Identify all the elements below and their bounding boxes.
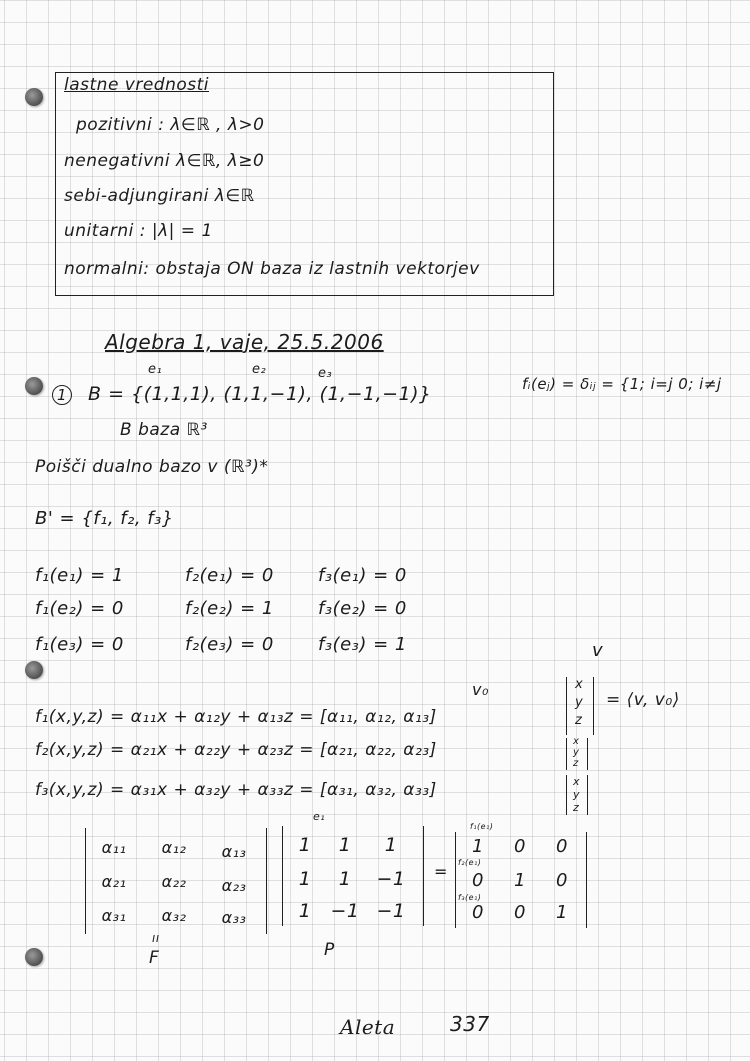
identity-label-3: f₃(e₁) — [458, 893, 482, 902]
matrix-I-cell: 0 — [514, 836, 526, 857]
matrix-I-cell: 0 — [556, 870, 568, 891]
matrix-F-cell: α₂₂ — [161, 872, 187, 891]
matrix-P-cell: −1 — [330, 900, 360, 922]
vector-z: z — [573, 801, 580, 814]
signature: Aleta — [340, 1015, 396, 1039]
matrix-P-cell: 1 — [338, 868, 352, 890]
value-f1-e2: f₁(e₂) = 0 — [35, 598, 124, 619]
box-line-normal: normalni: obstaja ON baza iz lastnih vektorjev — [64, 259, 480, 279]
value-f3-e2: f₃(e₂) = 0 — [318, 598, 407, 619]
dual-basis: B' = {f₁, f₂, f₃} — [35, 508, 174, 529]
column-vector-2 — [566, 738, 588, 770]
matrix-P-cell: 1 — [298, 900, 312, 922]
matrix-I-cell: 0 — [472, 870, 484, 891]
F-label: F — [149, 948, 160, 968]
matrix-F-cell: α₂₃ — [221, 876, 247, 895]
matrix-P — [282, 826, 424, 926]
matrix-F-cell: α₁₁ — [101, 838, 127, 857]
value-f3-e3: f₃(e₃) = 1 — [318, 634, 407, 655]
matrix-P-cell: −1 — [376, 868, 406, 890]
matrix-P-cell: 1 — [298, 868, 312, 890]
box-line-selfadjoint: sebi-adjungirani λ∈ℝ — [64, 186, 255, 206]
v-label: v — [592, 640, 604, 661]
vector-z: z — [573, 758, 579, 769]
matrix-I-cell: 1 — [514, 870, 526, 891]
matrix-P-cell: 1 — [298, 834, 312, 856]
column-vector-1 — [566, 677, 594, 735]
functional-f3: f₃(x,y,z) = α₃₁x + α₃₂y + α₃₃z = [α₃₁, α₃₂, α₃₃] — [35, 780, 437, 800]
value-f1-e1: f₁(e₁) = 1 — [35, 565, 124, 586]
matrix-identity — [455, 832, 587, 928]
value-f2-e1: f₂(e₁) = 0 — [185, 565, 274, 586]
basis-note: B baza ℝ³ — [120, 420, 208, 440]
matrix-I-cell: 0 — [556, 836, 568, 857]
column-label-e1: e₁ — [313, 810, 326, 823]
basis-label-e1: e₁ — [148, 362, 163, 377]
value-f1-e3: f₁(e₃) = 0 — [35, 634, 124, 655]
matrix-F-cell: α₁₂ — [161, 838, 187, 857]
matrix-F-cell: α₁₃ — [221, 842, 247, 861]
vector-y: y — [573, 747, 580, 758]
value-f2-e2: f₂(e₂) = 1 — [185, 598, 274, 619]
matrix-P-cell: 1 — [338, 834, 352, 856]
vector-x: x — [575, 677, 584, 692]
matrix-F — [85, 828, 267, 934]
inner-product: = ⟨v, v₀⟩ — [606, 690, 680, 710]
box-line-unitary: unitarni : |λ| = 1 — [64, 221, 213, 241]
matrix-F-cell: α₃₃ — [221, 908, 247, 927]
value-f2-e3: f₂(e₃) = 0 — [185, 634, 274, 655]
punch-hole — [25, 88, 43, 106]
vector-y: y — [573, 788, 581, 801]
functional-f2: f₂(x,y,z) = α₂₁x + α₂₂y + α₂₃z = [α₂₁, α₂₂, α₂₃] — [35, 740, 437, 760]
box-line-nonnegative: nenegativni λ∈ℝ, λ≥0 — [64, 151, 265, 171]
vector-z: z — [575, 713, 583, 728]
kronecker-definition: fᵢ(eⱼ) = δᵢⱼ = {1; i=j 0; i≠j — [522, 375, 722, 393]
functional-f1: f₁(x,y,z) = α₁₁x + α₁₂y + α₁₃z = [α₁₁, α₁₂, α₁₃] — [35, 707, 437, 727]
equals-sign: = — [434, 862, 448, 881]
punch-hole — [25, 948, 43, 966]
matrix-F-cell: α₃₁ — [101, 906, 127, 925]
exercise-number-text: 1 — [56, 386, 68, 404]
page-number: 337 — [450, 1012, 490, 1036]
matrix-I-cell: 1 — [556, 902, 568, 923]
matrix-I-cell: 1 — [472, 836, 484, 857]
box-heading: lastne vrednosti — [64, 75, 210, 95]
basis-definition: B = {(1,1,1), (1,1,−1), (1,−1,−1)} — [88, 383, 432, 405]
value-f3-e1: f₃(e₁) = 0 — [318, 565, 407, 586]
box-line-positive: pozitivni : λ∈ℝ , λ>0 — [76, 115, 265, 135]
identity-label-2: f₂(e₁) — [458, 858, 482, 867]
basis-label-e2: e₂ — [252, 362, 267, 377]
matrix-F-cell: α₂₁ — [101, 872, 127, 891]
v0-label: v₀ — [472, 680, 489, 699]
matrix-F-cell: α₃₂ — [161, 906, 187, 925]
page-title: Algebra 1, vaje, 25.5.2006 — [105, 330, 384, 354]
task-text: Poišči dualno bazo v (ℝ³)* — [35, 457, 269, 477]
vector-x: x — [573, 736, 580, 747]
matrix-I-cell: 0 — [514, 902, 526, 923]
matrix-P-cell: −1 — [376, 900, 406, 922]
vector-x: x — [573, 775, 581, 788]
equal-mark-F: ıı — [152, 931, 160, 945]
identity-label-1: f₁(e₁) — [470, 822, 494, 831]
punch-hole — [25, 377, 43, 395]
basis-label-e3: e₃ — [318, 366, 333, 381]
punch-hole — [25, 661, 43, 679]
vector-y: y — [575, 695, 584, 710]
P-label: P — [324, 940, 335, 960]
matrix-I-cell: 0 — [472, 902, 484, 923]
eigenvalue-box — [55, 72, 554, 296]
matrix-P-cell: 1 — [384, 834, 398, 856]
column-vector-3 — [566, 775, 588, 815]
exercise-number — [52, 385, 72, 405]
